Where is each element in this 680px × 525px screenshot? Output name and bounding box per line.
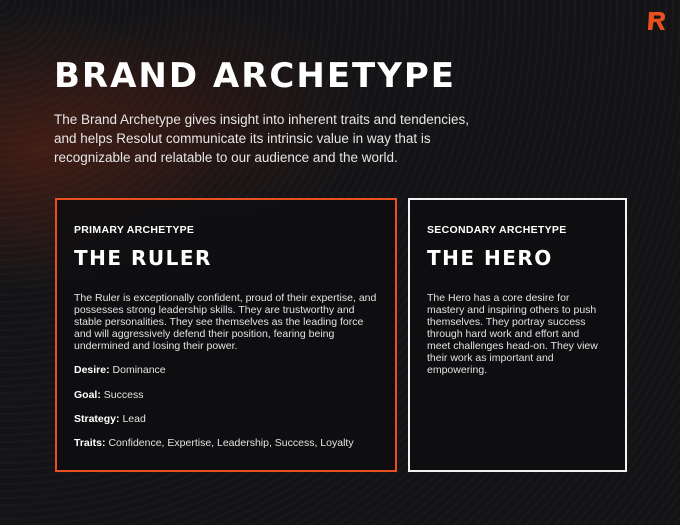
desire-row xyxy=(74,364,166,376)
goal-value: Success xyxy=(103,389,144,401)
desire-value: Dominance xyxy=(112,364,166,376)
secondary-archetype-card xyxy=(408,198,627,472)
secondary-archetype-title: THE HERO xyxy=(427,246,553,270)
primary-archetype-title: THE RULER xyxy=(74,246,212,270)
desire-label: Desire: xyxy=(74,364,110,376)
strategy-value: Lead xyxy=(122,413,146,425)
goal-label: Goal: xyxy=(74,389,101,401)
intro-paragraph: The Brand Archetype gives insight into inherent traits and tendencies, and helps Resolut communicate its intrinsic value in way that is recognizable and relatable to our audience and the world. xyxy=(54,112,469,165)
strategy-label: Strategy: xyxy=(74,413,120,425)
secondary-archetype-description: The Hero has a core desire for mastery and inspiring others to push themselves. They portray success through hard work and effort and meet challenges head-on. They view their work as important and empowering. xyxy=(427,292,598,376)
primary-archetype-card xyxy=(55,198,397,472)
strategy-row xyxy=(74,413,146,425)
traits-row xyxy=(74,437,354,449)
goal-row xyxy=(74,389,143,401)
traits-value: Confidence, Expertise, Leadership, Success, Loyalty xyxy=(108,437,354,449)
secondary-archetype-kicker: SECONDARY ARCHETYPE xyxy=(427,224,567,236)
traits-label: Traits: xyxy=(74,437,106,449)
primary-archetype-description: The Ruler is exceptionally confident, proud of their expertise, and possesses strong leadership skills. They are trustworthy and stable personalities. They see themselves as the leading force and will aggressively defend their position, fearing being undermined and losing their power. xyxy=(74,292,377,352)
resolut-logo xyxy=(646,10,668,32)
primary-archetype-kicker: PRIMARY ARCHETYPE xyxy=(74,224,195,236)
page-title: BRAND ARCHETYPE xyxy=(54,56,457,96)
